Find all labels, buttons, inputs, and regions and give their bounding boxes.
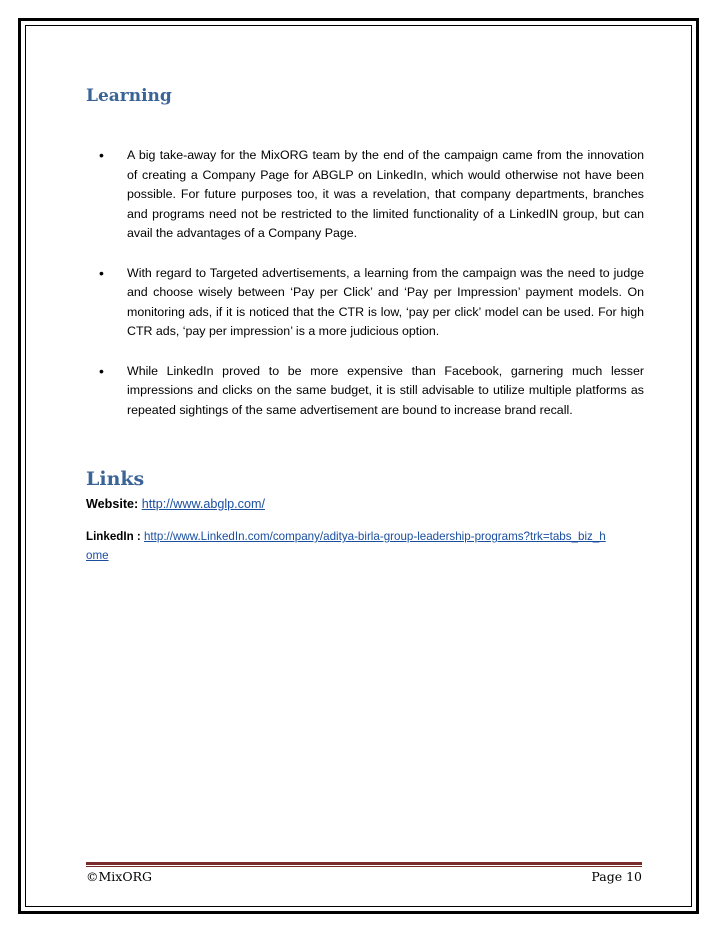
website-label: Website: [86, 497, 139, 511]
footer-rule-thin [86, 866, 642, 867]
linkedin-label: LinkedIn : [86, 530, 141, 543]
website-link[interactable]: http://www.abglp.com/ [141, 497, 265, 511]
linkedin-link[interactable]: http://www.LinkedIn.com/company/aditya-birla-group-leadership-programs?trk=tabs_biz_home [86, 530, 606, 562]
list-item-text: While LinkedIn proved to be more expensive than Facebook, garnering much lesser impressions and clicks on the same budget, it is still advisable to utilize multiple platforms as repeated sightings of the same advertisement are bound to increase brand recall. [127, 363, 644, 417]
list-item [96, 264, 644, 342]
footer-rule [86, 862, 642, 865]
list-item [96, 146, 644, 244]
list-item [96, 362, 644, 421]
linkedin-row [86, 527, 606, 565]
list-item-text: A big take-away for the MixORG team by the end of the campaign came from the innovation of creating a Company Page for ABGLP on LinkedIn, which would otherwise not have been possible. For future purposes too, it was a revelation, that company departments, branches and programs need not be restricted to the limited functionality of a LinkedIN group, but can avail the advantages of a Company Page. [127, 148, 644, 240]
learning-list [96, 146, 644, 440]
bullet-icon: • [99, 362, 104, 379]
list-item-text: With regard to Targeted advertisements, a learning from the campaign was the need to judge and choose wisely between ‘Pay per Click’ and ‘Pay per Impression’ payment models. On monitoring ads, if it is noticed that the CTR is low, ‘pay per click’ model can be used. For high CTR ads, ‘pay per impression’ is a more judicious option. [127, 265, 644, 338]
learning-heading: Learning [86, 86, 172, 106]
bullet-icon: • [99, 147, 104, 163]
links-heading: Links [86, 468, 145, 490]
footer-copyright: ©MixORG [86, 869, 152, 884]
bullet-icon: • [99, 264, 104, 281]
website-row [86, 495, 265, 514]
page-number: Page 10 [591, 869, 642, 884]
